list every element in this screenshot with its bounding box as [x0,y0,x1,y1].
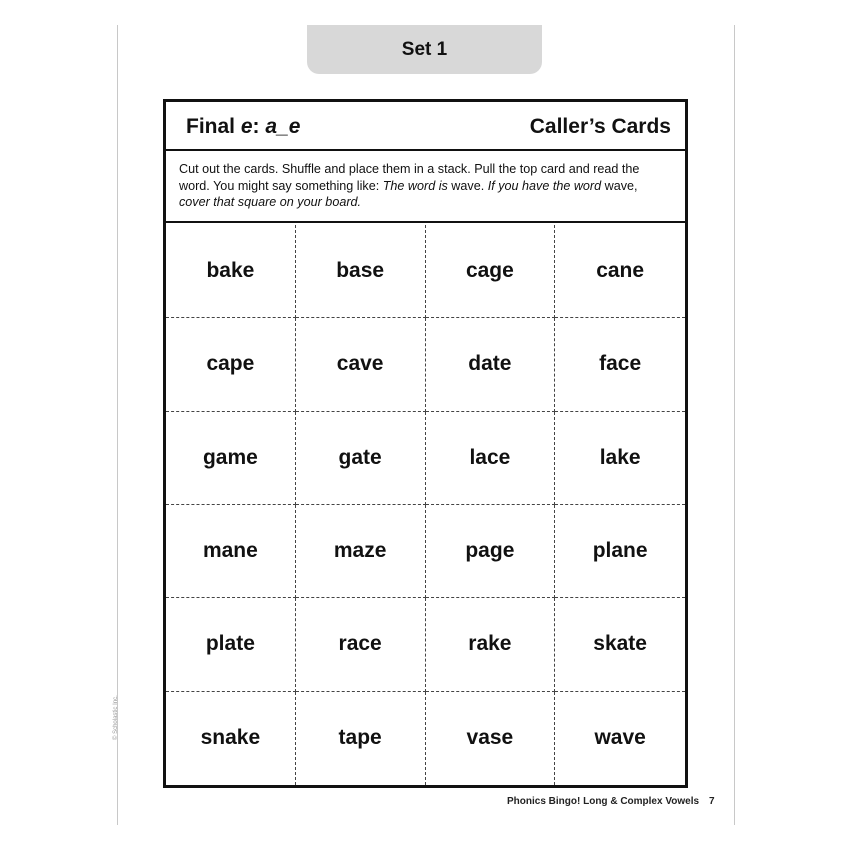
frame-header [166,102,685,151]
card: tape [296,692,426,785]
set-tab-label: Set 1 [401,38,448,60]
card: maze [296,505,426,598]
instructions-part5: wave, [601,178,638,193]
instructions-part3: wave. [447,178,488,193]
card: cave [296,318,426,411]
card: plane [555,505,685,598]
title-letter: e [240,115,253,138]
card: base [296,225,426,318]
card: face [555,318,685,411]
card: plate [166,598,296,691]
title-colon: : [252,115,260,138]
card: snake [166,692,296,785]
book-title: Phonics Bingo! Long & Complex Vowels [507,796,700,807]
card: game [166,412,296,505]
card: cape [166,318,296,411]
card: skate [555,598,685,691]
title-prefix: Final [186,115,241,138]
card: vase [426,692,556,785]
card: bake [166,225,296,318]
card: cane [555,225,685,318]
callers-cards-frame [163,99,688,788]
card: cage [426,225,556,318]
instructions-part1: Cut out the cards. Shuffle and place them in a stack. Pull the top card and read the word. You might say something like: [179,162,640,193]
instructions-part6: cover that square on your board. [179,195,362,209]
card: rake [426,598,556,691]
card: lace [426,412,556,505]
instructions-part4: If you have the word [487,178,602,193]
page-footer [507,796,715,807]
set-tab [307,25,542,74]
card-grid [166,225,685,785]
copyright-notice: © Scholastic Inc. [113,695,119,740]
card: lake [555,412,685,505]
card: date [426,318,556,411]
card: mane [166,505,296,598]
page-number: 7 [709,796,715,807]
instructions [166,151,685,223]
card: page [426,505,556,598]
instructions-part2: The word is [382,178,448,193]
title-pattern: a_e [259,115,301,138]
card: race [296,598,426,691]
card: gate [296,412,426,505]
page-title [186,115,300,139]
callers-cards-label: Caller’s Cards [529,115,671,138]
card: wave [594,726,646,750]
